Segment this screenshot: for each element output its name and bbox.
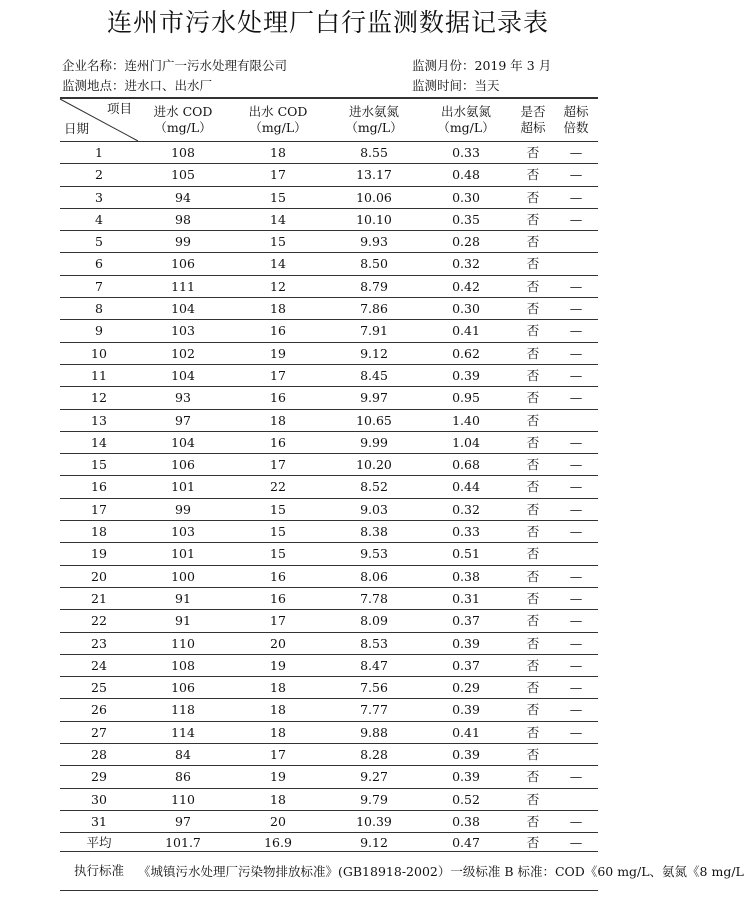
in-nh-cell: 9.53	[328, 543, 420, 565]
out-cod-cell: 18	[228, 788, 328, 810]
times-cell: —	[554, 521, 598, 543]
out-cod-cell: 20	[228, 810, 328, 832]
out-cod-cell: 19	[228, 654, 328, 676]
exceed-cell: 否	[512, 275, 554, 297]
day-cell: 3	[60, 186, 138, 208]
in-cod-cell: 84	[138, 744, 228, 766]
exceed-cell: 否	[512, 699, 554, 721]
out-nh-cell: 0.48	[420, 164, 512, 186]
day-cell: 20	[60, 565, 138, 587]
table-row	[60, 231, 598, 253]
times-cell: —	[554, 587, 598, 609]
times-cell: —	[554, 320, 598, 342]
out-nh-cell: 0.33	[420, 521, 512, 543]
day-cell: 8	[60, 298, 138, 320]
in-cod-cell: 105	[138, 164, 228, 186]
day-cell: 2	[60, 164, 138, 186]
company-label: 企业名称：	[62, 58, 125, 73]
in-nh-cell: 8.53	[328, 632, 420, 654]
table-row	[60, 677, 598, 699]
out-nh-cell: 0.37	[420, 610, 512, 632]
in-nh-cell: 9.93	[328, 231, 420, 253]
exceed-cell: 否	[512, 587, 554, 609]
table-row	[60, 766, 598, 788]
times-cell: —	[554, 364, 598, 386]
times-cell: —	[554, 342, 598, 364]
average-label: 平均	[60, 833, 138, 852]
table-row	[60, 142, 598, 164]
header-exceed	[512, 98, 554, 142]
in-nh-cell: 13.17	[328, 164, 420, 186]
out-cod-cell: 22	[228, 476, 328, 498]
time-field	[412, 77, 500, 95]
table-row	[60, 387, 598, 409]
times-cell: —	[554, 699, 598, 721]
in-nh-cell: 8.09	[328, 610, 420, 632]
in-cod-cell: 100	[138, 565, 228, 587]
day-cell: 22	[60, 610, 138, 632]
in-cod-cell: 86	[138, 766, 228, 788]
table-row	[60, 565, 598, 587]
in-nh-cell: 10.06	[328, 186, 420, 208]
table-row	[60, 164, 598, 186]
out-cod-cell: 17	[228, 610, 328, 632]
in-cod-cell: 93	[138, 387, 228, 409]
table-row	[60, 476, 598, 498]
table-row	[60, 342, 598, 364]
out-cod-cell: 20	[228, 632, 328, 654]
in-cod-cell: 118	[138, 699, 228, 721]
header-in-nh-line2: （mg/L）	[345, 120, 403, 135]
out-nh-cell: 0.32	[420, 253, 512, 275]
times-cell: —	[554, 186, 598, 208]
exceed-cell: 否	[512, 476, 554, 498]
out-cod-cell: 19	[228, 342, 328, 364]
day-cell: 26	[60, 699, 138, 721]
exceed-cell: 否	[512, 186, 554, 208]
in-cod-cell: 111	[138, 275, 228, 297]
times-cell: —	[554, 810, 598, 832]
table-row	[60, 208, 598, 230]
table-row	[60, 320, 598, 342]
out-cod-cell: 15	[228, 521, 328, 543]
times-cell	[554, 744, 598, 766]
out-nh-cell: 0.35	[420, 208, 512, 230]
header-in-cod	[138, 98, 228, 142]
out-nh-cell: 0.38	[420, 565, 512, 587]
table-row	[60, 810, 598, 832]
out-nh-cell: 0.39	[420, 699, 512, 721]
exceed-cell: 否	[512, 721, 554, 743]
out-cod-cell: 15	[228, 186, 328, 208]
out-cod-cell: 14	[228, 208, 328, 230]
out-cod-cell: 15	[228, 543, 328, 565]
exceed-cell: 否	[512, 810, 554, 832]
month-field	[412, 57, 551, 75]
table-row	[60, 610, 598, 632]
exceed-cell: 否	[512, 565, 554, 587]
times-cell: —	[554, 677, 598, 699]
out-nh-cell: 0.41	[420, 721, 512, 743]
out-cod-cell: 18	[228, 298, 328, 320]
out-nh-cell: 0.30	[420, 298, 512, 320]
day-cell: 16	[60, 476, 138, 498]
in-nh-cell: 8.45	[328, 364, 420, 386]
table-row	[60, 543, 598, 565]
table-row	[60, 788, 598, 810]
day-cell: 11	[60, 364, 138, 386]
out-cod-cell: 16	[228, 320, 328, 342]
month-label: 监测月份：	[412, 58, 475, 73]
times-cell: —	[554, 454, 598, 476]
day-cell: 29	[60, 766, 138, 788]
average-times: —	[554, 833, 598, 852]
header-out-cod	[228, 98, 328, 142]
exceed-cell: 否	[512, 142, 554, 164]
standard-label: 执行标准	[60, 852, 138, 891]
header-in-cod-line2: （mg/L）	[154, 120, 212, 135]
meta-row-2	[62, 77, 622, 95]
table-row	[60, 498, 598, 520]
table-row	[60, 298, 598, 320]
times-cell: —	[554, 476, 598, 498]
in-nh-cell: 8.38	[328, 521, 420, 543]
table-row	[60, 454, 598, 476]
company-name: 连州门广一污水处理有限公司	[124, 58, 288, 73]
exceed-cell: 否	[512, 610, 554, 632]
day-cell: 25	[60, 677, 138, 699]
day-cell: 24	[60, 654, 138, 676]
header-exceed-line2: 超标	[520, 120, 546, 135]
location-label: 监测地点：	[62, 78, 125, 93]
in-cod-cell: 97	[138, 409, 228, 431]
in-cod-cell: 101	[138, 476, 228, 498]
in-nh-cell: 9.27	[328, 766, 420, 788]
header-row	[60, 98, 598, 142]
in-nh-cell: 7.86	[328, 298, 420, 320]
day-cell: 19	[60, 543, 138, 565]
out-nh-cell: 0.95	[420, 387, 512, 409]
times-cell: —	[554, 142, 598, 164]
out-nh-cell: 0.39	[420, 766, 512, 788]
exceed-cell: 否	[512, 342, 554, 364]
location-value: 进水口、出水厂	[124, 78, 213, 93]
out-nh-cell: 0.38	[420, 810, 512, 832]
day-cell: 12	[60, 387, 138, 409]
day-cell: 9	[60, 320, 138, 342]
in-cod-cell: 94	[138, 186, 228, 208]
times-cell: —	[554, 164, 598, 186]
in-cod-cell: 91	[138, 587, 228, 609]
in-cod-cell: 103	[138, 521, 228, 543]
out-nh-cell: 1.04	[420, 431, 512, 453]
in-cod-cell: 106	[138, 253, 228, 275]
out-cod-cell: 17	[228, 364, 328, 386]
day-cell: 5	[60, 231, 138, 253]
average-in-cod: 101.7	[138, 833, 228, 852]
in-nh-cell: 8.47	[328, 654, 420, 676]
out-cod-cell: 18	[228, 721, 328, 743]
out-nh-cell: 0.39	[420, 632, 512, 654]
out-cod-cell: 18	[228, 677, 328, 699]
in-cod-cell: 106	[138, 454, 228, 476]
table-row	[60, 632, 598, 654]
standard-row	[60, 852, 598, 891]
header-in-nh-line1: 进水氨氮	[348, 104, 399, 119]
day-cell: 28	[60, 744, 138, 766]
out-nh-cell: 0.44	[420, 476, 512, 498]
day-cell: 15	[60, 454, 138, 476]
exceed-cell: 否	[512, 364, 554, 386]
in-nh-cell: 9.99	[328, 431, 420, 453]
out-cod-cell: 14	[228, 253, 328, 275]
out-cod-cell: 16	[228, 565, 328, 587]
day-cell: 1	[60, 142, 138, 164]
table-row	[60, 587, 598, 609]
in-cod-cell: 110	[138, 632, 228, 654]
header-out-cod-line2: （mg/L）	[249, 120, 307, 135]
in-nh-cell: 8.55	[328, 142, 420, 164]
out-cod-cell: 17	[228, 454, 328, 476]
out-cod-cell: 16	[228, 431, 328, 453]
in-nh-cell: 8.28	[328, 744, 420, 766]
out-nh-cell: 0.37	[420, 654, 512, 676]
exceed-cell: 否	[512, 521, 554, 543]
out-nh-cell: 0.30	[420, 186, 512, 208]
table-body	[60, 142, 598, 833]
exceed-cell: 否	[512, 164, 554, 186]
times-cell: —	[554, 766, 598, 788]
out-nh-cell: 1.40	[420, 409, 512, 431]
times-cell	[554, 543, 598, 565]
times-cell	[554, 788, 598, 810]
header-out-nh-line1: 出水氨氮	[440, 104, 491, 119]
in-nh-cell: 8.06	[328, 565, 420, 587]
out-nh-cell: 0.32	[420, 498, 512, 520]
in-cod-cell: 99	[138, 231, 228, 253]
day-cell: 31	[60, 810, 138, 832]
times-cell: —	[554, 387, 598, 409]
time-label: 监测时间：	[412, 78, 475, 93]
in-cod-cell: 97	[138, 810, 228, 832]
day-cell: 21	[60, 587, 138, 609]
header-out-cod-line1: 出水 COD	[248, 104, 308, 119]
in-cod-cell: 98	[138, 208, 228, 230]
average-exceed: 否	[512, 833, 554, 852]
standard-text: 《城镇污水处理厂污染物排放标准》(GB18918-2002）一级标准 B 标准：COD《60 mg/L、氨氮《8 mg/L	[138, 852, 598, 891]
out-nh-cell: 0.39	[420, 744, 512, 766]
day-cell: 23	[60, 632, 138, 654]
table-row	[60, 721, 598, 743]
out-cod-cell: 17	[228, 744, 328, 766]
corner-item-label: 项目	[106, 101, 132, 116]
in-nh-cell: 8.52	[328, 476, 420, 498]
out-nh-cell: 0.62	[420, 342, 512, 364]
exceed-cell: 否	[512, 454, 554, 476]
out-cod-cell: 15	[228, 498, 328, 520]
header-out-nh-line2: （mg/L）	[437, 120, 495, 135]
in-nh-cell: 9.12	[328, 342, 420, 364]
table-row	[60, 409, 598, 431]
out-nh-cell: 0.68	[420, 454, 512, 476]
day-cell: 30	[60, 788, 138, 810]
table-row	[60, 744, 598, 766]
day-cell: 6	[60, 253, 138, 275]
in-cod-cell: 91	[138, 610, 228, 632]
out-cod-cell: 19	[228, 766, 328, 788]
table-row	[60, 654, 598, 676]
out-cod-cell: 18	[228, 409, 328, 431]
table-row	[60, 364, 598, 386]
header-exceed-line1: 是否	[520, 104, 546, 119]
in-cod-cell: 108	[138, 654, 228, 676]
header-times-line2: 倍数	[563, 120, 589, 135]
exceed-cell: 否	[512, 231, 554, 253]
monitoring-table	[60, 97, 744, 891]
month-value: 2019 年 3 月	[474, 58, 552, 73]
times-cell	[554, 409, 598, 431]
exceed-cell: 否	[512, 409, 554, 431]
out-cod-cell: 15	[228, 231, 328, 253]
times-cell: —	[554, 431, 598, 453]
time-value: 当天	[474, 78, 500, 93]
in-nh-cell: 10.39	[328, 810, 420, 832]
average-out-cod: 16.9	[228, 833, 328, 852]
table-row	[60, 431, 598, 453]
table-row	[60, 253, 598, 275]
out-cod-cell: 18	[228, 699, 328, 721]
header-in-cod-line1: 进水 COD	[153, 104, 213, 119]
times-cell: —	[554, 208, 598, 230]
times-cell: —	[554, 565, 598, 587]
day-cell: 4	[60, 208, 138, 230]
exceed-cell: 否	[512, 744, 554, 766]
exceed-cell: 否	[512, 677, 554, 699]
day-cell: 27	[60, 721, 138, 743]
times-cell: —	[554, 498, 598, 520]
times-cell	[554, 231, 598, 253]
out-nh-cell: 0.52	[420, 788, 512, 810]
in-cod-cell: 104	[138, 364, 228, 386]
times-cell: —	[554, 654, 598, 676]
in-nh-cell: 10.20	[328, 454, 420, 476]
in-nh-cell: 8.79	[328, 275, 420, 297]
average-row	[60, 833, 598, 852]
in-cod-cell: 99	[138, 498, 228, 520]
in-nh-cell: 9.79	[328, 788, 420, 810]
table-row	[60, 275, 598, 297]
corner-header-cell	[60, 98, 138, 142]
header-in-nh	[328, 98, 420, 142]
times-cell: —	[554, 610, 598, 632]
average-in-nh: 9.12	[328, 833, 420, 852]
exceed-cell: 否	[512, 208, 554, 230]
times-cell: —	[554, 275, 598, 297]
exceed-cell: 否	[512, 498, 554, 520]
out-nh-cell: 0.33	[420, 142, 512, 164]
in-nh-cell: 7.91	[328, 320, 420, 342]
in-cod-cell: 114	[138, 721, 228, 743]
exceed-cell: 否	[512, 543, 554, 565]
exceed-cell: 否	[512, 387, 554, 409]
out-nh-cell: 0.39	[420, 364, 512, 386]
out-cod-cell: 18	[228, 142, 328, 164]
exceed-cell: 否	[512, 320, 554, 342]
in-cod-cell: 101	[138, 543, 228, 565]
in-nh-cell: 9.88	[328, 721, 420, 743]
out-nh-cell: 0.42	[420, 275, 512, 297]
exceed-cell: 否	[512, 788, 554, 810]
out-nh-cell: 0.41	[420, 320, 512, 342]
table-row	[60, 186, 598, 208]
out-cod-cell: 12	[228, 275, 328, 297]
times-cell: —	[554, 298, 598, 320]
day-cell: 17	[60, 498, 138, 520]
page-title: 连州市污水处理厂白行监测数据记录表	[106, 8, 549, 37]
table-row	[60, 699, 598, 721]
in-nh-cell: 10.65	[328, 409, 420, 431]
in-cod-cell: 104	[138, 431, 228, 453]
meta-row-1	[62, 57, 622, 75]
header-out-nh	[420, 98, 512, 142]
out-cod-cell: 17	[228, 164, 328, 186]
out-nh-cell: 0.51	[420, 543, 512, 565]
in-nh-cell: 9.03	[328, 498, 420, 520]
in-nh-cell: 7.56	[328, 677, 420, 699]
header-times	[554, 98, 598, 142]
day-cell: 13	[60, 409, 138, 431]
in-cod-cell: 103	[138, 320, 228, 342]
day-cell: 18	[60, 521, 138, 543]
out-nh-cell: 0.31	[420, 587, 512, 609]
times-cell: —	[554, 721, 598, 743]
in-nh-cell: 8.50	[328, 253, 420, 275]
times-cell: —	[554, 632, 598, 654]
out-cod-cell: 16	[228, 387, 328, 409]
exceed-cell: 否	[512, 766, 554, 788]
times-cell	[554, 253, 598, 275]
header-times-line1: 超标	[563, 104, 589, 119]
day-cell: 14	[60, 431, 138, 453]
in-nh-cell: 7.78	[328, 587, 420, 609]
day-cell: 10	[60, 342, 138, 364]
in-cod-cell: 110	[138, 788, 228, 810]
in-nh-cell: 9.97	[328, 387, 420, 409]
in-cod-cell: 106	[138, 677, 228, 699]
exceed-cell: 否	[512, 654, 554, 676]
in-cod-cell: 104	[138, 298, 228, 320]
in-cod-cell: 102	[138, 342, 228, 364]
table-row	[60, 521, 598, 543]
in-nh-cell: 7.77	[328, 699, 420, 721]
out-cod-cell: 16	[228, 587, 328, 609]
corner-date-label: 日期	[64, 121, 90, 136]
in-cod-cell: 108	[138, 142, 228, 164]
exceed-cell: 否	[512, 253, 554, 275]
exceed-cell: 否	[512, 431, 554, 453]
out-nh-cell: 0.29	[420, 677, 512, 699]
out-nh-cell: 0.28	[420, 231, 512, 253]
in-nh-cell: 10.10	[328, 208, 420, 230]
exceed-cell: 否	[512, 298, 554, 320]
average-out-nh: 0.47	[420, 833, 512, 852]
exceed-cell: 否	[512, 632, 554, 654]
day-cell: 7	[60, 275, 138, 297]
